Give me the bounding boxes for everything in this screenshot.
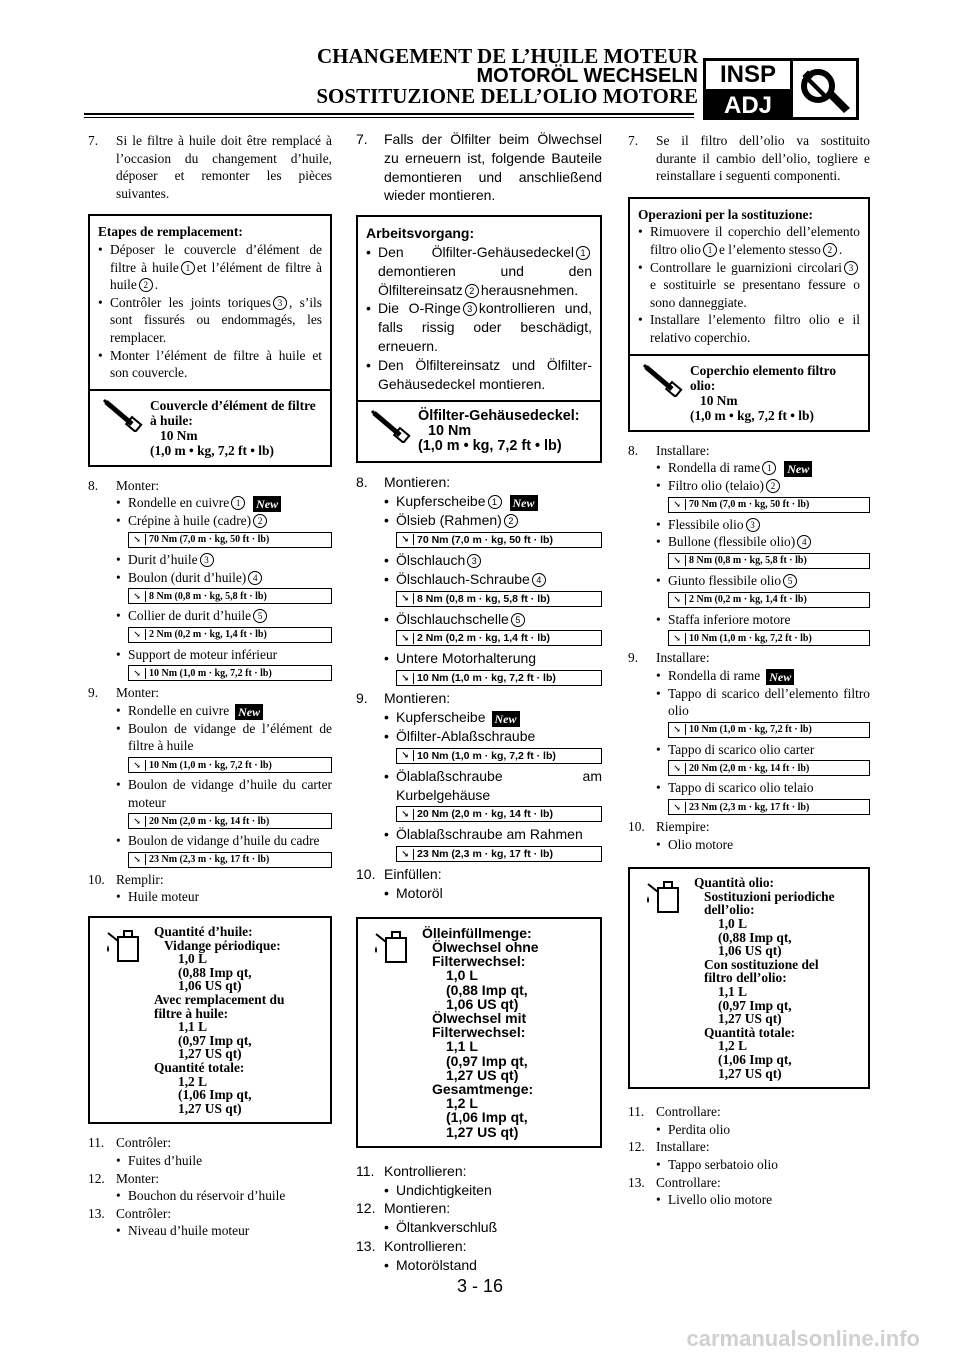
- torque-wrench-icon: ↘: [129, 854, 146, 865]
- torque-spec: ↘ 2 Nm (0,2 m · kg, 1,4 ft · lb): [668, 592, 870, 608]
- watermark: carmanualsonline.info: [686, 1326, 920, 1351]
- torque-spec: ↘ 10 Nm (1,0 m · kg, 7,2 ft · lb): [128, 757, 332, 773]
- wrench-magnifier-icon: [796, 64, 852, 116]
- new-part-badge: New: [235, 704, 263, 720]
- torque-spec: ↘ 10 Nm (1,0 m · kg, 7,2 ft · lb): [128, 665, 332, 681]
- torque-spec: ↘ 2 Nm (0,2 m · kg, 1,4 ft · lb): [396, 630, 602, 646]
- torque-spec: ↘ 10 Nm (1,0 m · kg, 7,2 ft · lb): [668, 722, 870, 738]
- torque-spec: ↘ 8 Nm (0,8 m · kg, 5,8 ft · lb): [668, 553, 870, 569]
- torque-wrench-icon: ↘: [129, 629, 146, 640]
- torque-wrench-icon: ↘: [669, 594, 686, 605]
- torque-wrench-icon: ↘: [129, 591, 146, 602]
- torque-wrench-icon: ↘: [669, 802, 686, 813]
- torque-wrench-icon: ↘: [669, 763, 686, 774]
- torque-wrench-icon: ↘: [397, 633, 414, 644]
- title-it: SOSTITUZIONE DELL’OLIO MOTORE: [316, 84, 698, 108]
- new-part-badge: New: [492, 711, 520, 727]
- step-text: Monter:: [116, 477, 160, 493]
- procedure-title: Etapes de remplacement:: [98, 224, 243, 240]
- replacement-procedure-box: Etapes de remplacement: • Déposer le couvercle d’élément de filtre à huile 1 et l’élément de filtre à huile 2 . • Contrôler les joints toriques 3 , s’ils sont fissurés ou endommagés, les remplacer. • Monter l’élément de filtre à huile et son couvercle. Couvercle d’élément de filtre à huile: 10 Nm (1,0 m • kg, 7,2 ft • lb): [88, 214, 332, 466]
- step-text: Se il filtro dell’olio va sostituito durante il cambio dell’olio, togliere e reinstallare i seguenti componenti.: [656, 133, 870, 184]
- torque-wrench-icon: ↘: [397, 809, 414, 820]
- torque-spec: ↘ 23 Nm (2,3 m · kg, 17 ft · lb): [396, 846, 602, 862]
- spec-unit: (1,0 m • kg, 7,2 ft • lb): [150, 442, 274, 458]
- new-part-badge: New: [253, 496, 281, 512]
- torque-wrench-icon: ↘: [129, 534, 146, 545]
- oil-quantity-box: Quantità olio: Sostituzioni periodiche dell’olio: 1,0 L (0,88 Imp qt, 1,06 US qt) Con sostituzione del filtro dell’olio: 1,1 L (0,97 Imp qt, 1,27 US qt) Quantità totale: 1,2 L (1,06 Imp qt, 1,27 US qt): [628, 867, 870, 1089]
- badge-adj: ADJ: [706, 92, 790, 120]
- torque-spec: ↘ 23 Nm (2,3 m · kg, 17 ft · lb): [128, 852, 332, 868]
- step-text: Falls der Ölfilter beim Ölwechsel zu erneuern ist, folgende Bauteile demontieren und anschließend wieder montieren.: [384, 131, 602, 204]
- torque-wrench-icon: ↘: [129, 668, 146, 679]
- oil-quantity-box: Quantité d’huile: Vidange périodique: 1,0 L (0,88 Imp qt, 1,06 US qt) Avec remplacement du filtre à huile: 1,1 L (0,97 Imp qt, 1,27 US qt) Quantité totale: 1,2 L (1,06 Imp qt, 1,27 US qt): [88, 916, 332, 1124]
- replacement-procedure-box: Arbeitsvorgang: • Den Ölfilter-Gehäusedeckel 1demontieren und den Ölfiltereinsatz 2 herausnehmen. • Die O-Ringe 3 kontrollieren und, falls rissig oder beschädigt, erneuern. • Den Ölfiltereinsatz und Ölfilter-Gehäusedeckel montieren. Ölfilter-Gehäusedeckel: 10 Nm (1,0 m • kg, 7,2 ft • lb): [356, 215, 602, 463]
- torque-wrench-icon: ↘: [397, 534, 414, 545]
- column-italian: 7. Se il filtro dell’olio va sostituito durante il cambio dell’olio, togliere e reinstallare i seguenti componenti. Operazioni per la sostituzione: • Rimuovere il coperchio dell’elemento filtro olio 1 e l’elemento stesso 2 . • Controllare le guarnizioni circolari 3e sostituirle se presentano fessure o sono danneggiate. • Installare l’elemento filtro olio e il relativo coperchio. Coperchio elemento filtro olio: 10 Nm (1,0 m • kg, 7,2 ft • lb) 8. Installare: • Rondella di rame 1 New • Filtro olio (telaio) 2 ↘ 70 Nm (7,0 m · kg, 50 ft · lb) • Flessibile olio 3 • Bullone (flessibile olio) 4 ↘ 8 Nm (0,8 m · kg, 5,8 ft · lb) • Giunto flessibile olio 5 ↘ 2 Nm (0,2 m · kg, 1,4 ft · lb) • Staffa inferiore motore ↘ 10 Nm (1,0 m · kg, 7,2 ft · lb) 9. Installare: • Rondella di rame New • Tappo di scarico dell’elemento filtro olio ↘ 10 Nm (1,0 m · kg, 7,2 ft · lb) • Tappo di scarico olio carter ↘ 20 Nm (2,0 m · kg, 14 ft · lb) • Tappo di scarico olio telaio ↘ 23 Nm (2,3 m · kg, 17 ft · lb) 10. Riempire: • Olio motore Quantità olio: Sostituzioni periodiche dell’olio: 1,0 L (0,88 Imp qt, 1,06 US qt) Con sostituzione del filtro dell’olio: 1,1 L (0,97 Imp qt, 1,27 US qt) Quantità totale: 1,2 L (1,06 Imp qt, 1,27 US qt) 11. Controllare: • Perdita olio 12. Installare: • Tappo serbatoio olio 13. Controllare: • Livello olio motore: [628, 133, 870, 1208]
- spec-title: Couvercle d’élément de filtre à huile:: [150, 397, 316, 428]
- step-text: Si le filtre à huile doit être remplacé à l’occasion du changement d’huile, déposer et remonter les pièces suivantes.: [116, 133, 332, 201]
- header-titles: [316, 46, 698, 106]
- title-fr: CHANGEMENT DE L’HUILE MOTEUR: [317, 44, 698, 68]
- torque-spec: ↘ 2 Nm (0,2 m · kg, 1,4 ft · lb): [128, 627, 332, 643]
- torque-spec: ↘ 70 Nm (7,0 m · kg, 50 ft · lb): [396, 532, 602, 548]
- section-badge: [703, 58, 859, 120]
- spec-value: 10 Nm: [160, 427, 198, 443]
- torque-wrench-icon: ↘: [397, 750, 414, 761]
- callout-1: 1: [181, 261, 195, 275]
- torque-wrench-icon: ↘: [397, 673, 414, 684]
- torque-wrench-icon: [366, 409, 418, 443]
- page-number: 3 - 16: [456, 1276, 504, 1296]
- torque-spec: ↘ 10 Nm (1,0 m · kg, 7,2 ft · lb): [396, 670, 602, 686]
- new-part-badge: New: [784, 461, 812, 477]
- torque-spec: ↘ 20 Nm (2,0 m · kg, 14 ft · lb): [128, 813, 332, 829]
- torque-spec: ↘ 70 Nm (7,0 m · kg, 50 ft · lb): [668, 497, 870, 513]
- torque-wrench-icon: ↘: [397, 849, 414, 860]
- header-rule: [84, 113, 694, 115]
- torque-spec: ↘ 20 Nm (2,0 m · kg, 14 ft · lb): [396, 806, 602, 822]
- torque-wrench-icon: ↘: [669, 499, 686, 510]
- replacement-procedure-box: Operazioni per la sostituzione: • Rimuovere il coperchio dell’elemento filtro olio 1 e l’elemento stesso 2 . • Controllare le guarnizioni circolari 3e sostituirle se presentano fessure o sono danneggiate. • Installare l’elemento filtro olio e il relativo coperchio. Coperchio elemento filtro olio: 10 Nm (1,0 m • kg, 7,2 ft • lb): [628, 197, 870, 432]
- torque-spec: ↘ 10 Nm (1,0 m · kg, 7,2 ft · lb): [396, 748, 602, 764]
- procedure-title: Arbeitsvorgang:: [366, 225, 475, 242]
- column-german: 7. Falls der Ölfilter beim Ölwechsel zu erneuern ist, folgende Bauteile demontieren und anschließend wieder montieren. Arbeitsvorgang: • Den Ölfilter-Gehäusedeckel 1demontieren und den Ölfiltereinsatz 2 herausnehmen. • Die O-Ringe 3 kontrollieren und, falls rissig oder beschädigt, erneuern. • Den Ölfiltereinsatz und Ölfilter-Gehäusedeckel montieren. Ölfilter-Gehäusedeckel: 10 Nm (1,0 m • kg, 7,2 ft • lb) 8. Montieren: • Kupferscheibe 1 New • Ölsieb (Rahmen) 2 ↘ 70 Nm (7,0 m · kg, 50 ft · lb) • Ölschlauch 3 • Ölschlauch-Schraube 4 ↘ 8 Nm (0,8 m · kg, 5,8 ft · lb) • Ölschlauchschelle 5 ↘ 2 Nm (0,2 m · kg, 1,4 ft · lb) • Untere Motorhalterung ↘ 10 Nm (1,0 m · kg, 7,2 ft · lb) 9. Montieren: • Kupferscheibe New • Ölfilter-Ablaßschraube ↘ 10 Nm (1,0 m · kg, 7,2 ft · lb) • Ölablaßschraube am Kurbelgehäuse ↘ 20 Nm (2,0 m · kg, 14 ft · lb) • Ölablaßschraube am Rahmen ↘ 23 Nm (2,3 m · kg, 17 ft · lb) 10. Einfüllen: • Motoröl Ölleinfüllmenge: Ölwechsel ohne Filterwechsel: 1,0 L (0,88 Imp qt, 1,06 US qt) Ölwechsel mit Filterwechsel: 1,1 L (0,97 Imp qt, 1,27 US qt) Gesamtmenge: 1,2 L (1,06 Imp qt, 1,27 US qt) 11. Kontrollieren: • Undichtigkeiten 12. Montieren: • Öltankverschluß 13. Kontrollieren: • Motorölstand: [356, 131, 602, 1273]
- torque-spec: ↘ 10 Nm (1,0 m · kg, 7,2 ft · lb): [668, 630, 870, 646]
- torque-wrench-icon: [638, 363, 690, 397]
- badge-insp: INSP: [706, 61, 790, 92]
- torque-wrench-icon: ↘: [397, 593, 414, 604]
- torque-wrench-icon: ↘: [129, 816, 146, 827]
- header-rule-thin: [84, 117, 694, 118]
- torque-wrench-icon: ↘: [129, 760, 146, 771]
- torque-wrench-icon: ↘: [669, 724, 686, 735]
- oil-can-icon: [638, 876, 694, 916]
- callout-3: 3: [273, 296, 287, 310]
- new-part-badge: New: [766, 669, 794, 685]
- torque-wrench-icon: [98, 398, 150, 432]
- torque-spec: ↘ 20 Nm (2,0 m · kg, 14 ft · lb): [668, 760, 870, 776]
- step-number: 7.: [88, 133, 99, 148]
- oil-can-icon: [366, 926, 422, 966]
- torque-spec: ↘ 8 Nm (0,8 m · kg, 5,8 ft · lb): [396, 591, 602, 607]
- torque-spec: ↘ 8 Nm (0,8 m · kg, 5,8 ft · lb): [128, 588, 332, 604]
- torque-spec: ↘ 70 Nm (7,0 m · kg, 50 ft · lb): [128, 532, 332, 548]
- torque-wrench-icon: ↘: [669, 555, 686, 566]
- column-french: 7. Si le filtre à huile doit être remplacé à l’occasion du changement d’huile, déposer et remonter les pièces suivantes. Etapes de remplacement: • Déposer le couvercle d’élément de filtre à huile 1 et l’élément de filtre à huile 2 . • Contrôler les joints toriques 3 , s’ils sont fissurés ou endommagés, les remplacer. • Monter l’élément de filtre à huile et son couvercle. Couvercle d’élément de filtre à huile: 10 Nm (1,0 m • kg, 7,2 ft • lb) 8. Monter: • Rondelle en cuivre 1 New • Crépine à huile (cadre) 2 ↘ 70 Nm (7,0 m · kg, 50 ft · lb) • Durit d’huile 3 • Boulon (durit d’huile) 4 ↘ 8 Nm (0,8 m · kg, 5,8 ft · lb) • Collier de durit d’huile 5 ↘ 2 Nm (0,2 m · kg, 1,4 ft · lb) • Support de moteur inférieur ↘ 10 Nm (1,0 m · kg, 7,2 ft · lb) 9. Monter: • Rondelle en cuivre New • Boulon de vidange de l’élément de filtre à huile ↘ 10 Nm (1,0 m · kg, 7,2 ft · lb) • Boulon de vidange d’huile du carter moteur ↘ 20 Nm (2,0 m · kg, 14 ft · lb) • Boulon de vidange d’huile du cadre ↘ 23 Nm (2,3 m · kg, 17 ft · lb) 10. Remplir: • Huile moteur Quantité d’huile: Vidange périodique: 1,0 L (0,88 Imp qt, 1,06 US qt) Avec remplacement du filtre à huile: 1,1 L (0,97 Imp qt, 1,27 US qt) Quantité totale: 1,2 L (1,06 Imp qt, 1,27 US qt) 11. Contrôler: • Fuites d’huile 12. Monter: • Bouchon du réservoir d’huile 13. Contrôler: • Niveau d’huile moteur: [88, 133, 332, 1239]
- torque-wrench-icon: ↘: [669, 633, 686, 644]
- callout-2: 2: [139, 278, 153, 292]
- new-part-badge: New: [510, 495, 538, 511]
- torque-spec: ↘ 23 Nm (2,3 m · kg, 17 ft · lb): [668, 799, 870, 815]
- oil-quantity-box: Ölleinfüllmenge: Ölwechsel ohne Filterwechsel: 1,0 L (0,88 Imp qt, 1,06 US qt) Ölwechsel mit Filterwechsel: 1,1 L (0,97 Imp qt, 1,27 US qt) Gesamtmenge: 1,2 L (1,06 Imp qt, 1,27 US qt): [356, 917, 602, 1148]
- title-de: MOTORÖL WECHSELN: [476, 65, 698, 87]
- oil-can-icon: [98, 925, 154, 965]
